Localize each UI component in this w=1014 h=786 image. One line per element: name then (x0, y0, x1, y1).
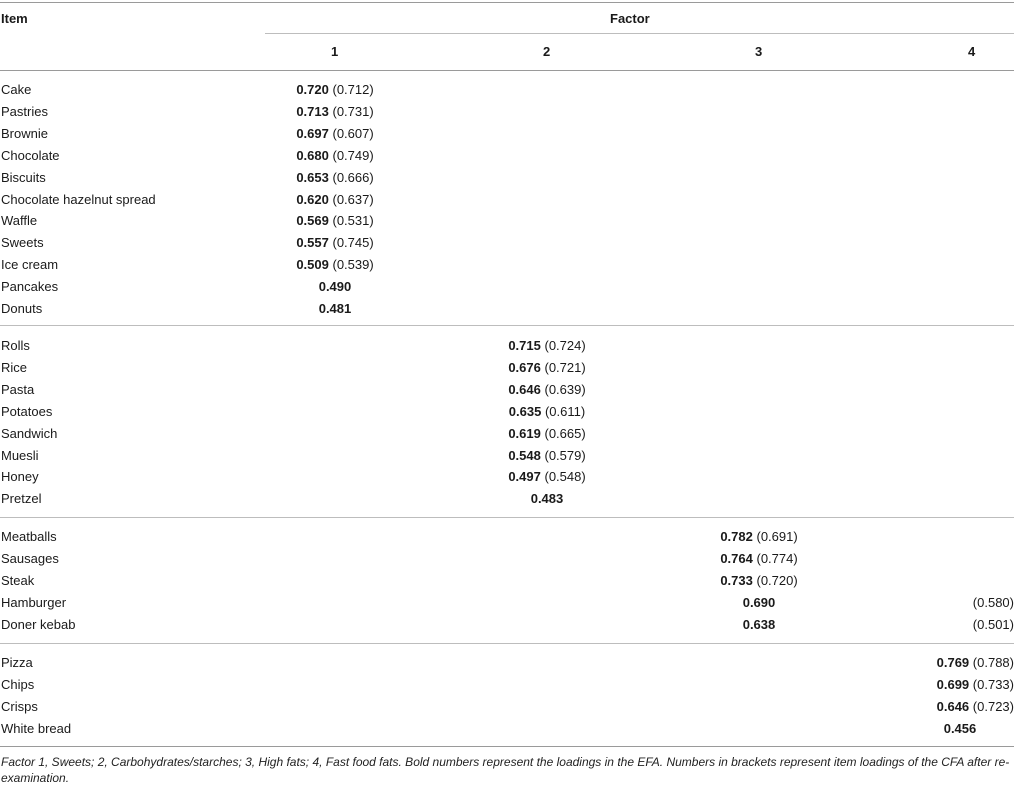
efa-loading: 0.456 (943, 720, 977, 736)
efa-loading: 0.713 (296, 103, 329, 119)
loading-cell-factor-3 (684, 595, 834, 610)
item-label: Crisps (1, 698, 38, 714)
efa-loading: 0.764 (720, 550, 753, 566)
loading-cell-factor-1 (262, 301, 408, 316)
item-label: Pancakes (1, 279, 59, 295)
factor-2-header: 2 (543, 44, 551, 59)
group-separator (0, 643, 1014, 644)
item-label: Hamburger (1, 594, 67, 610)
efa-loading: 0.720 (296, 82, 329, 97)
table-row (0, 491, 1014, 513)
table-row (0, 573, 1014, 595)
item-label: Potatoes (1, 403, 53, 419)
table-row (0, 595, 1014, 617)
cfa-loading: (0.611) (544, 403, 586, 419)
item-label: Sweets (1, 235, 44, 251)
item-label: Doner kebab (1, 616, 76, 632)
loading-cell-factor-1 (262, 279, 408, 294)
table-row (0, 235, 1014, 257)
cfa-loading: (0.607) (332, 125, 374, 141)
loading-cell-factor-2 (472, 404, 622, 419)
item-label: White bread (1, 720, 72, 736)
item-label: Pasta (1, 381, 35, 397)
group-separator (0, 517, 1014, 518)
cfa-loading: (0.774) (756, 550, 798, 566)
efa-loading: 0.782 (720, 529, 753, 544)
item-label: Chocolate (1, 147, 60, 163)
table-row (0, 448, 1014, 470)
efa-loading: 0.483 (530, 491, 564, 507)
table-row (0, 551, 1014, 573)
table-row (0, 382, 1014, 404)
cfa-loading: (0.723) (972, 698, 1014, 714)
table-row (0, 617, 1014, 639)
table-row (0, 126, 1014, 148)
table-row (0, 699, 1014, 721)
factor-group-header: Factor (610, 11, 650, 26)
efa-loading: 0.497 (508, 469, 541, 485)
loading-cell-factor-2 (472, 491, 622, 506)
factor-4-header: 4 (968, 44, 976, 59)
loading-cell-factor-3 (684, 529, 834, 544)
efa-loading: 0.481 (318, 301, 352, 316)
loading-cell-factor-4 (880, 677, 1014, 692)
cfa-loading: (0.720) (756, 572, 798, 588)
loading-cell-factor-1 (262, 213, 408, 228)
efa-loading: 0.653 (296, 169, 329, 185)
cfa-loading: (0.733) (972, 676, 1014, 692)
table-row (0, 721, 1014, 743)
loading-cell-factor-1 (262, 82, 408, 97)
efa-loading: 0.769 (936, 655, 970, 670)
item-label: Chocolate hazelnut spread (1, 191, 156, 207)
loading-cell-factor-2 (472, 469, 622, 484)
table-row (0, 148, 1014, 170)
group-separator (0, 325, 1014, 326)
cfa-loading: (0.749) (332, 147, 374, 163)
cfa-loading: (0.548) (544, 469, 586, 485)
cfa-loading: (0.731) (332, 103, 374, 119)
efa-loading: 0.646 (936, 698, 970, 714)
table-row (0, 529, 1014, 551)
item-label: Meatballs (1, 529, 57, 544)
loading-cell-factor-4 (905, 721, 1014, 736)
cfa-loading: (0.637) (332, 191, 374, 207)
cfa-loading-factor-4: (0.501) (972, 616, 1014, 632)
item-label: Honey (1, 469, 39, 485)
table-row (0, 104, 1014, 126)
factor-1-header: 1 (331, 44, 339, 59)
item-label: Pizza (1, 655, 33, 670)
loading-cell-factor-1 (262, 192, 408, 207)
loading-cell-factor-4 (880, 655, 1014, 670)
table-row (0, 301, 1014, 323)
item-label: Sausages (1, 550, 59, 566)
efa-loading: 0.680 (296, 147, 329, 163)
cfa-loading: (0.788) (972, 655, 1014, 670)
item-label: Steak (1, 572, 35, 588)
efa-loading: 0.733 (720, 572, 753, 588)
loading-cell-factor-1 (262, 104, 408, 119)
table-row (0, 426, 1014, 448)
efa-loading: 0.715 (508, 338, 541, 353)
table-row (0, 469, 1014, 491)
loading-cell-factor-2 (472, 360, 622, 375)
efa-loading: 0.676 (508, 359, 541, 375)
efa-loading: 0.697 (296, 125, 329, 141)
factor-3-header: 3 (755, 44, 763, 59)
factor-header-underline (265, 33, 1014, 34)
item-column-header: Item (1, 11, 28, 26)
item-label: Pretzel (1, 491, 42, 507)
loading-cell-factor-2 (472, 448, 622, 463)
loading-cell-factor-2 (472, 426, 622, 441)
cfa-loading-factor-4: (0.580) (972, 594, 1014, 610)
cfa-loading: (0.721) (544, 359, 586, 375)
cfa-loading: (0.665) (544, 425, 586, 441)
efa-loading: 0.638 (742, 616, 776, 632)
loading-cell-factor-1 (262, 170, 408, 185)
header-bottom-rule (0, 70, 1014, 71)
efa-loading: 0.699 (936, 676, 970, 692)
table-row (0, 404, 1014, 426)
table-row (0, 677, 1014, 699)
efa-loading: 0.620 (296, 191, 329, 207)
table-row (0, 257, 1014, 279)
cfa-loading: (0.691) (756, 529, 798, 544)
loading-cell-factor-3 (684, 551, 834, 566)
loading-cell-factor-3 (684, 573, 834, 588)
loading-cell-factor-1 (262, 235, 408, 250)
loading-cell-factor-2 (472, 338, 622, 353)
item-label: Ice cream (1, 257, 59, 273)
loading-cell-factor-4 (880, 699, 1014, 714)
item-label: Rice (1, 359, 28, 375)
table-top-rule (0, 2, 1014, 3)
efa-loading: 0.557 (296, 235, 329, 251)
cfa-loading: (0.531) (332, 213, 374, 229)
cfa-loading: (0.579) (544, 447, 586, 463)
table-row (0, 192, 1014, 214)
table-bottom-rule (0, 746, 1014, 747)
item-label: Donuts (1, 301, 43, 316)
efa-loading: 0.635 (508, 403, 542, 419)
efa-loading: 0.690 (742, 594, 776, 610)
efa-loading: 0.509 (296, 257, 329, 273)
table-footnote: Factor 1, Sweets; 2, Carbohydrates/starches; 3, High fats; 4, Fast food fats. Bold numbers represent the loadings in the EFA. Numbers in brackets represent item loadings of the CFA after re-examination. (1, 755, 1010, 785)
item-label: Sandwich (1, 425, 58, 441)
cfa-loading: (0.724) (544, 338, 586, 353)
loading-cell-factor-1 (262, 257, 408, 272)
loading-cell-factor-3 (684, 617, 834, 632)
cfa-loading: (0.666) (332, 169, 374, 185)
loading-cell-factor-2 (472, 382, 622, 397)
item-label: Waffle (1, 213, 38, 229)
cfa-loading: (0.539) (332, 257, 374, 273)
item-label: Muesli (1, 447, 39, 463)
cfa-loading: (0.639) (544, 381, 586, 397)
table-row (0, 360, 1014, 382)
item-label: Pastries (1, 103, 48, 119)
table-row (0, 82, 1014, 104)
efa-loading: 0.569 (296, 213, 329, 229)
table-row (0, 170, 1014, 192)
item-label: Brownie (1, 125, 48, 141)
table-row (0, 213, 1014, 235)
efa-loading: 0.490 (318, 279, 352, 295)
efa-loading: 0.548 (508, 447, 541, 463)
item-label: Rolls (1, 338, 30, 353)
table-row (0, 338, 1014, 360)
table-row (0, 279, 1014, 301)
table-row (0, 655, 1014, 677)
efa-loading: 0.619 (508, 425, 541, 441)
item-label: Chips (1, 676, 35, 692)
item-label: Cake (1, 82, 32, 97)
loading-cell-factor-1 (262, 126, 408, 141)
cfa-loading: (0.745) (332, 235, 374, 251)
efa-loading: 0.646 (508, 381, 541, 397)
loading-cell-factor-1 (262, 148, 408, 163)
item-label: Biscuits (1, 169, 46, 185)
cfa-loading: (0.712) (332, 82, 374, 97)
